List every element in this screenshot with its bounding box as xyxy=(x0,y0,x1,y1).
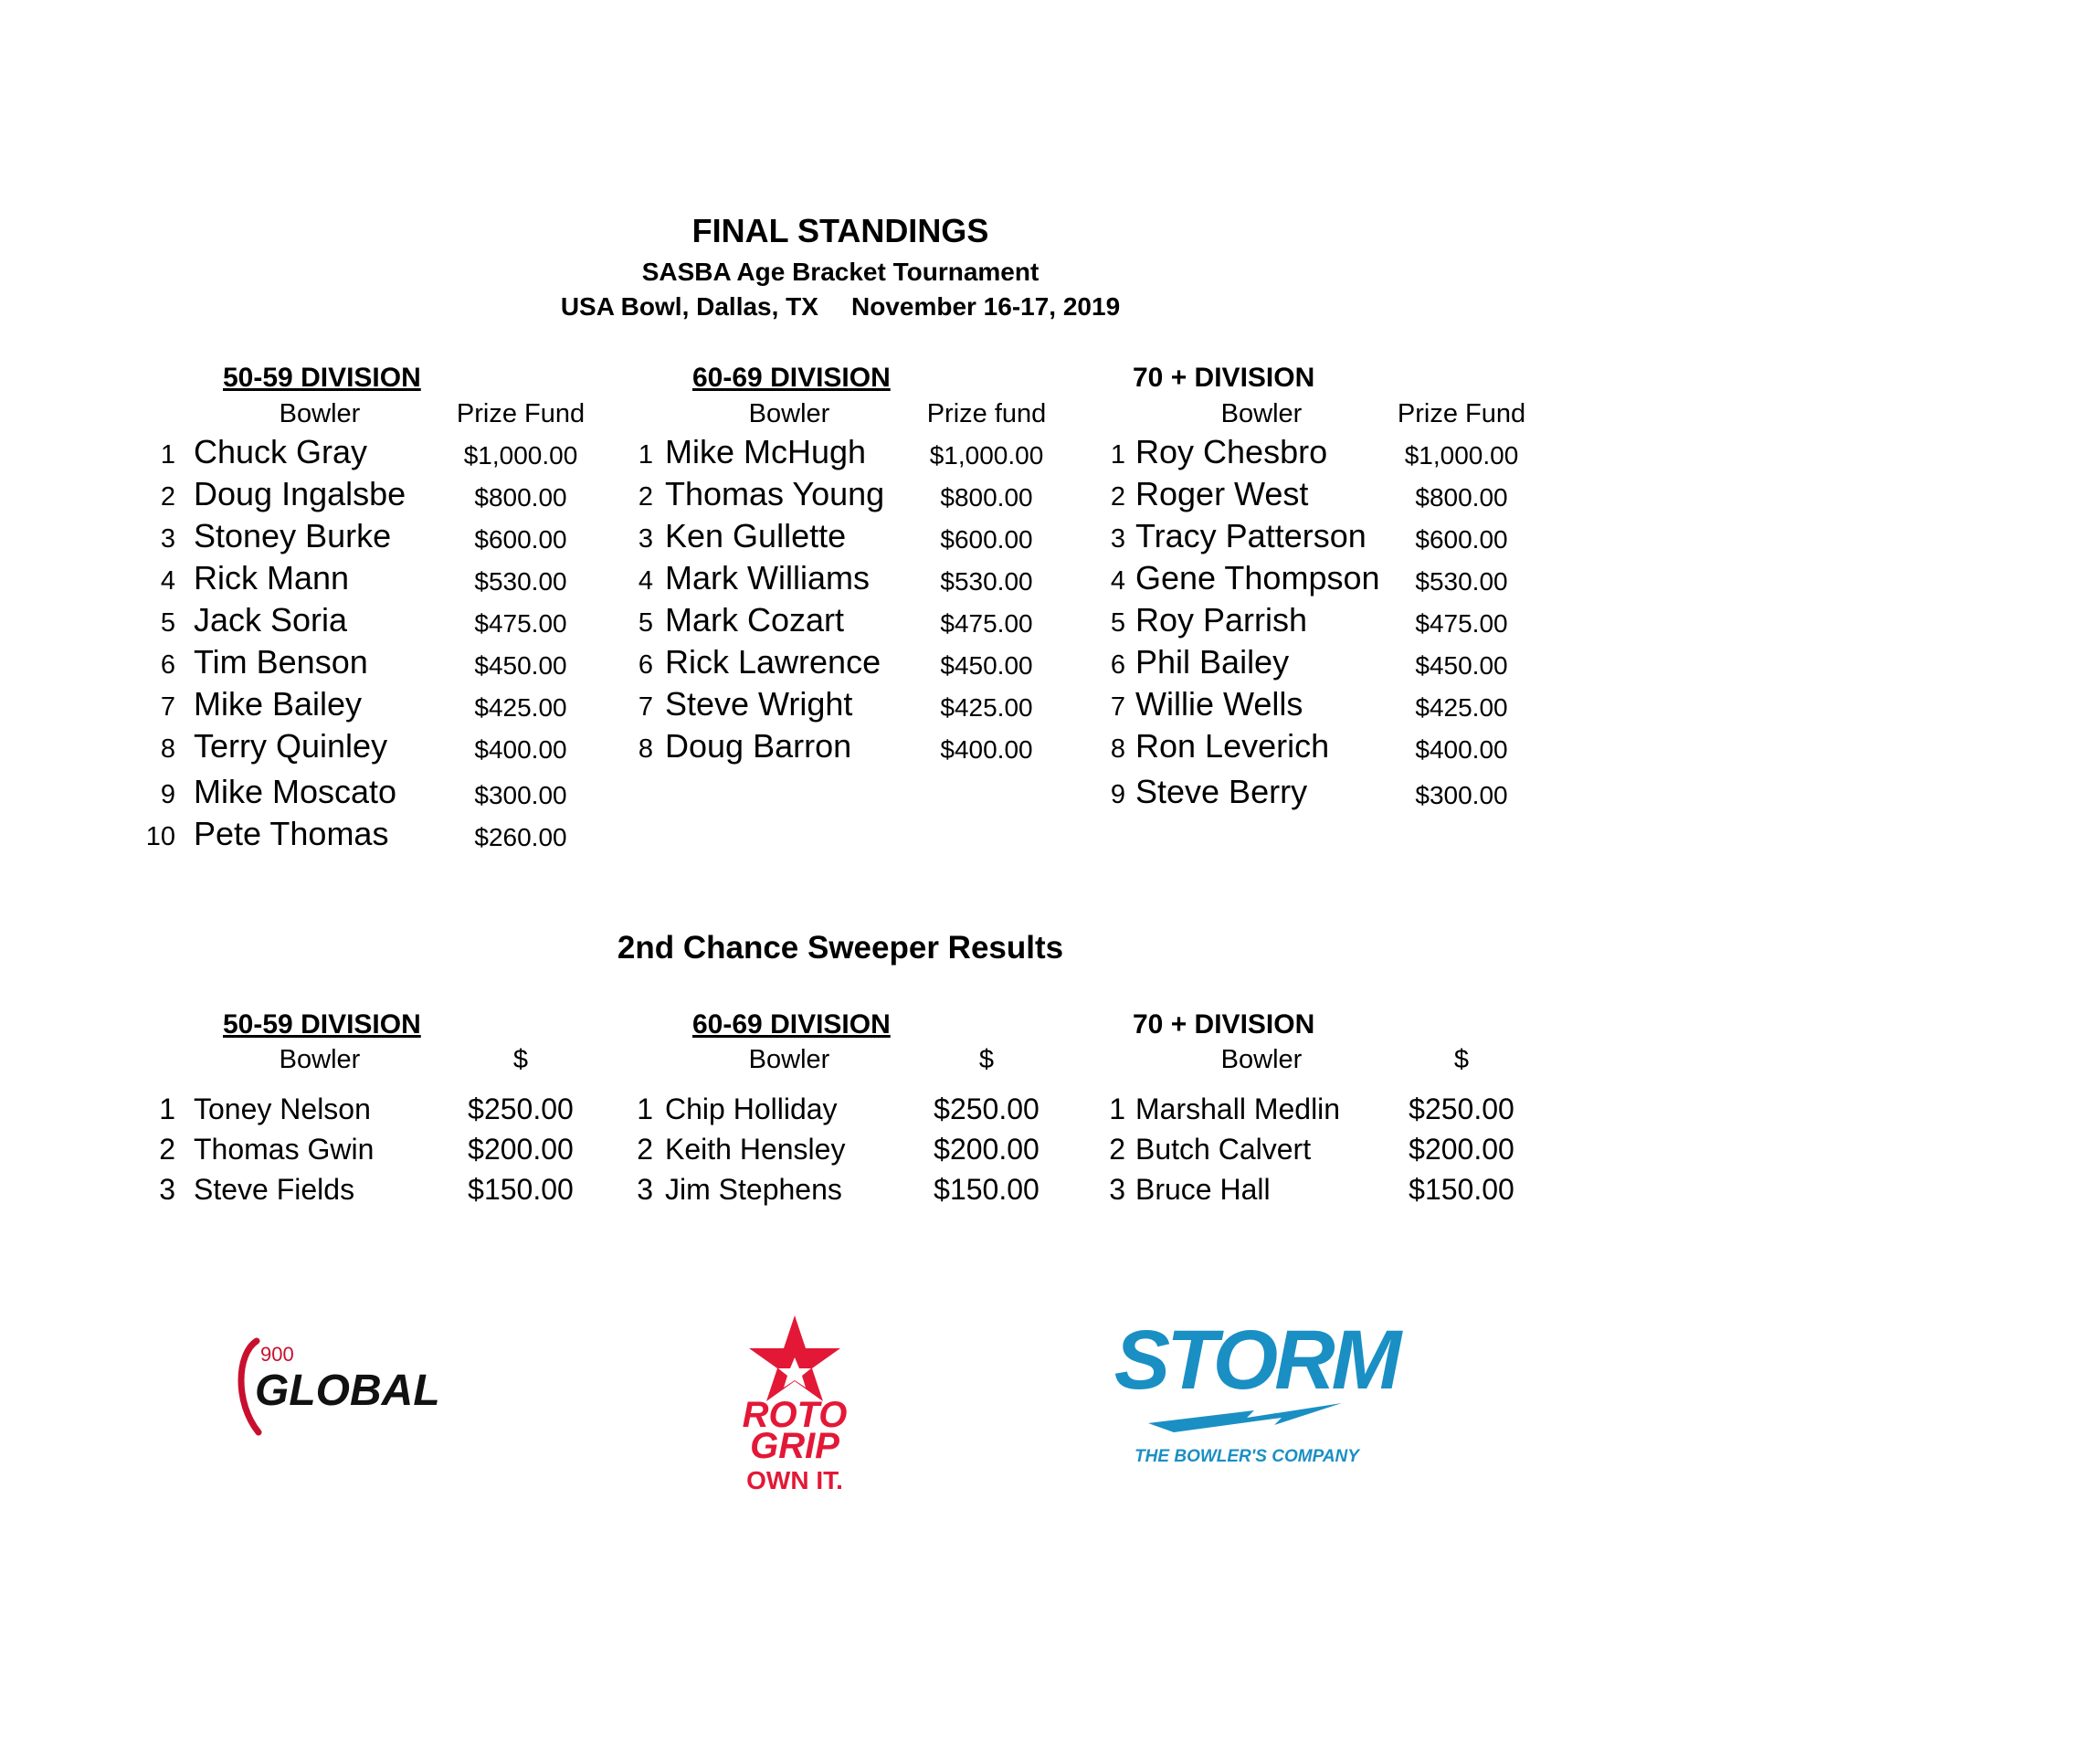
rank-number: 1 xyxy=(159,1093,175,1125)
prize-amount: $150.00 xyxy=(468,1173,574,1206)
bowler-name: Willie Wells xyxy=(1135,685,1303,723)
bowler-name: Toney Nelson xyxy=(194,1093,371,1125)
page-title: FINAL STANDINGS xyxy=(691,212,989,249)
bowler-name: Mark Williams xyxy=(665,559,870,596)
bowler-name: Steve Fields xyxy=(194,1173,355,1206)
division-heading: 60-69 DIVISION xyxy=(692,1009,891,1040)
prize-amount: $300.00 xyxy=(1415,781,1508,809)
rank-number: 9 xyxy=(1110,780,1125,809)
bowler-name: Mike Moscato xyxy=(194,773,397,810)
logo-global-text: GLOBAL xyxy=(255,1367,440,1415)
rank-number: 2 xyxy=(1109,1133,1125,1166)
prize-amount: $250.00 xyxy=(1409,1093,1514,1125)
bowler-name: Jack Soria xyxy=(194,601,348,639)
lightning-bolt-icon xyxy=(1148,1403,1342,1432)
prize-amount: $600.00 xyxy=(940,525,1033,554)
rank-number: 3 xyxy=(160,524,175,554)
rank-number: 8 xyxy=(1110,734,1125,764)
bowler-name: Doug Barron xyxy=(665,727,852,765)
rank-number: 3 xyxy=(637,1173,653,1206)
prize-amount: $425.00 xyxy=(940,693,1033,722)
prize-amount: $450.00 xyxy=(474,651,567,680)
bowler-name: Phil Bailey xyxy=(1135,643,1290,681)
rank-number: 2 xyxy=(637,1133,653,1166)
bowler-name: Chip Holliday xyxy=(665,1093,838,1125)
bowler-name: Bruce Hall xyxy=(1135,1173,1271,1206)
rank-number: 4 xyxy=(1110,566,1125,596)
rank-number: 8 xyxy=(160,734,175,764)
rank-number: 7 xyxy=(638,692,653,722)
venue: USA Bowl, Dallas, TX xyxy=(560,292,818,321)
division-heading: 70 + DIVISION xyxy=(1133,1009,1315,1040)
prize-amount: $425.00 xyxy=(474,693,567,722)
rank-number: 4 xyxy=(160,566,175,596)
bowler-name: Tracy Patterson xyxy=(1135,517,1367,554)
rank-number: 6 xyxy=(1110,650,1125,680)
bowler-name: Tim Benson xyxy=(194,643,368,681)
prize-column-header: Prize fund xyxy=(926,399,1047,428)
prize-column-header: $ xyxy=(1453,1045,1470,1074)
storm-text: STORM xyxy=(1113,1314,1398,1407)
bowler-name: Steve Wright xyxy=(665,685,853,723)
bowler-name: Butch Calvert xyxy=(1135,1133,1312,1166)
prize-amount: $475.00 xyxy=(1415,609,1508,638)
bowler-name: Terry Quinley xyxy=(194,727,388,765)
bowler-name: Mark Cozart xyxy=(665,601,845,639)
prize-amount: $300.00 xyxy=(474,781,567,809)
prize-amount: $200.00 xyxy=(1409,1133,1514,1166)
rank-number: 7 xyxy=(160,692,175,722)
bowler-column-header: Bowler xyxy=(279,1045,361,1074)
bowler-name: Mike McHugh xyxy=(665,433,867,470)
bowler-name: Pete Thomas xyxy=(194,815,389,852)
own-it-text: OWN IT. xyxy=(746,1466,843,1494)
prize-amount: $450.00 xyxy=(940,651,1033,680)
prize-amount: $260.00 xyxy=(474,823,567,851)
venue-and-dates xyxy=(0,292,1681,322)
prize-column-header: $ xyxy=(512,1045,529,1074)
bowler-name: Chuck Gray xyxy=(194,433,368,470)
prize-amount: $400.00 xyxy=(1415,735,1508,764)
bowler-name: Mike Bailey xyxy=(194,685,363,723)
prize-amount: $800.00 xyxy=(940,483,1033,512)
roto-text: ROTO xyxy=(742,1395,848,1435)
rank-number: 2 xyxy=(1110,482,1125,512)
bowler-name: Thomas Young xyxy=(665,475,885,512)
division-heading: 50-59 DIVISION xyxy=(223,1009,421,1040)
rank-number: 9 xyxy=(160,780,175,809)
rank-number: 4 xyxy=(638,566,653,596)
prize-amount: $600.00 xyxy=(474,525,567,554)
bowler-name: Rick Mann xyxy=(194,559,350,596)
bowler-name: Roger West xyxy=(1135,475,1309,512)
bowler-name: Keith Hensley xyxy=(665,1133,846,1166)
bowler-name: Doug Ingalsbe xyxy=(194,475,406,512)
bowler-name: Marshall Medlin xyxy=(1135,1093,1341,1125)
prize-amount: $800.00 xyxy=(474,483,567,512)
prize-amount: $1,000.00 xyxy=(463,441,578,470)
bowler-column-header: Bowler xyxy=(1220,399,1303,428)
prize-amount: $450.00 xyxy=(1415,651,1508,680)
bowler-name: Ken Gullette xyxy=(665,517,847,554)
prize-amount: $530.00 xyxy=(1415,567,1508,596)
900-global-logo xyxy=(233,1332,452,1441)
dates: November 16-17, 2019 xyxy=(850,292,1121,321)
roto-grip-logo xyxy=(703,1312,886,1494)
bowler-name: Roy Parrish xyxy=(1135,601,1308,639)
rank-number: 1 xyxy=(1109,1093,1125,1125)
bowler-column-header: Bowler xyxy=(748,1045,830,1074)
prize-amount: $250.00 xyxy=(468,1093,574,1125)
prize-column-header: Prize Fund xyxy=(1397,399,1526,428)
rank-number: 2 xyxy=(638,482,653,512)
bowler-column-header: Bowler xyxy=(279,399,361,428)
rank-number: 8 xyxy=(638,734,653,764)
storm-tagline: THE BOWLER'S COMPANY xyxy=(1134,1447,1359,1466)
bowler-name: Steve Berry xyxy=(1135,773,1308,810)
prize-amount: $400.00 xyxy=(940,735,1033,764)
prize-amount: $600.00 xyxy=(1415,525,1508,554)
prize-column-header: Prize Fund xyxy=(456,399,586,428)
bowler-name: Ron Leverich xyxy=(1135,727,1330,765)
prize-amount: $530.00 xyxy=(474,567,567,596)
bowler-name: Rick Lawrence xyxy=(665,643,881,681)
grip-text: GRIP xyxy=(750,1426,839,1466)
prize-amount: $200.00 xyxy=(934,1133,1039,1166)
bowler-column-header: Bowler xyxy=(1220,1045,1303,1074)
prize-amount: $1,000.00 xyxy=(1404,441,1519,470)
prize-amount: $200.00 xyxy=(468,1133,574,1166)
rank-number: 1 xyxy=(160,440,175,470)
rank-number: 6 xyxy=(638,650,653,680)
rank-number: 5 xyxy=(638,608,653,638)
bowler-name: Thomas Gwin xyxy=(194,1133,375,1166)
prize-amount: $150.00 xyxy=(1409,1173,1514,1206)
bowler-name: Gene Thompson xyxy=(1135,559,1380,596)
rank-number: 10 xyxy=(145,822,175,851)
rank-number: 1 xyxy=(637,1093,653,1125)
bowler-column-header: Bowler xyxy=(748,399,830,428)
division-heading: 50-59 DIVISION xyxy=(223,363,421,393)
prize-amount: $800.00 xyxy=(1415,483,1508,512)
logo-900-text: 900 xyxy=(260,1343,294,1366)
storm-logo xyxy=(1113,1297,1398,1471)
bowler-name: Roy Chesbro xyxy=(1135,433,1328,470)
rank-number: 3 xyxy=(159,1173,175,1206)
prize-amount: $475.00 xyxy=(474,609,567,638)
bowler-name: Jim Stephens xyxy=(665,1173,842,1206)
division-heading: 70 + DIVISION xyxy=(1133,363,1315,393)
rank-number: 5 xyxy=(1110,608,1125,638)
prize-amount: $250.00 xyxy=(934,1093,1039,1125)
rank-number: 2 xyxy=(159,1133,175,1166)
rank-number: 2 xyxy=(160,482,175,512)
rank-number: 3 xyxy=(638,524,653,554)
rank-number: 7 xyxy=(1110,692,1125,722)
rank-number: 6 xyxy=(160,650,175,680)
prize-amount: $425.00 xyxy=(1415,693,1508,722)
rank-number: 3 xyxy=(1109,1173,1125,1206)
tournament-name: SASBA Age Bracket Tournament xyxy=(641,258,1039,286)
bowler-name: Stoney Burke xyxy=(194,517,392,554)
rank-number: 5 xyxy=(160,608,175,638)
prize-column-header: $ xyxy=(978,1045,995,1074)
prize-amount: $530.00 xyxy=(940,567,1033,596)
rank-number: 1 xyxy=(638,440,653,470)
rank-number: 1 xyxy=(1110,440,1125,470)
prize-amount: $1,000.00 xyxy=(929,441,1044,470)
division-heading: 60-69 DIVISION xyxy=(692,363,891,393)
sweeper-title: 2nd Chance Sweeper Results xyxy=(617,930,1064,966)
prize-amount: $150.00 xyxy=(934,1173,1039,1206)
prize-amount: $400.00 xyxy=(474,735,567,764)
rank-number: 3 xyxy=(1110,524,1125,554)
prize-amount: $475.00 xyxy=(940,609,1033,638)
